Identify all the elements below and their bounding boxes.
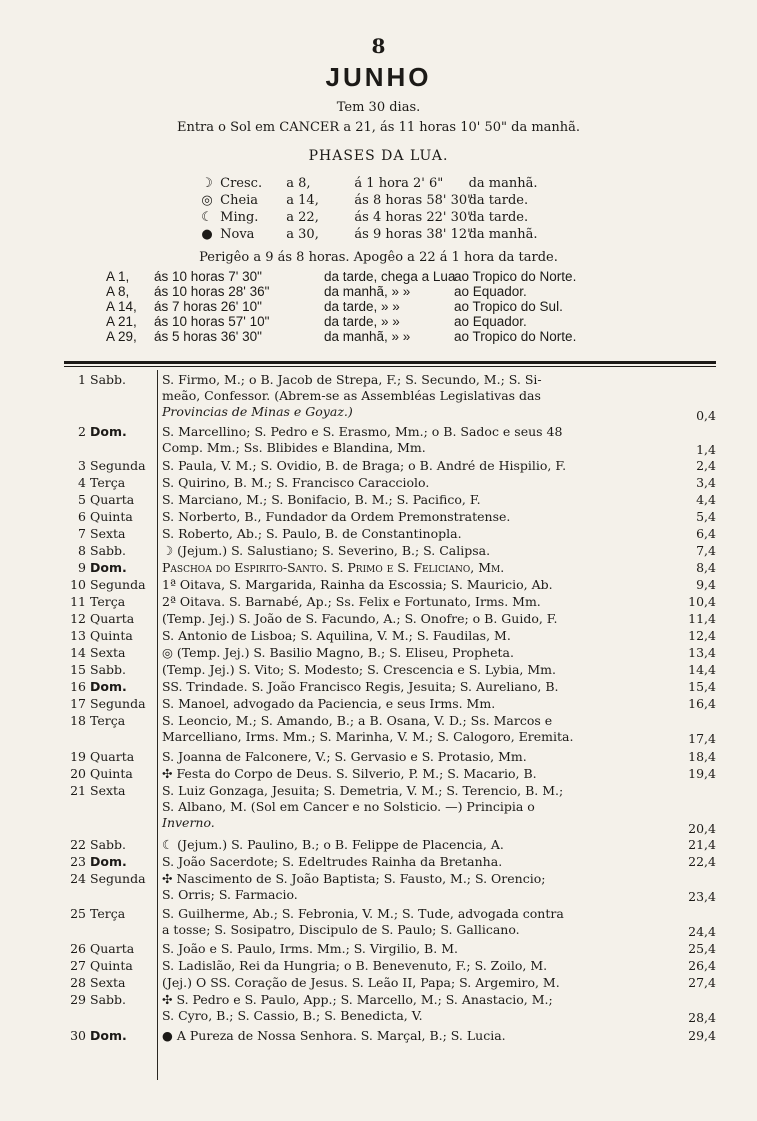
tropic-dest: ao Tropico do Norte.: [454, 269, 577, 284]
saints-line: S. Manoel, advogado da Paciencia, e seus Irms. Mm.: [162, 696, 496, 711]
saints-line: S. Firmo, M.; o B. Jacob de Strepa, F.; S. Secundo, M.; S. Si-: [162, 372, 542, 387]
day-number: 27: [70, 958, 86, 973]
weekday: Quarta: [90, 749, 135, 764]
saints-line: ✣ Festa do Corpo de Deus. S. Silverio, P. M.; S. Macario, B.: [162, 766, 537, 781]
weekday: Quarta: [90, 492, 135, 507]
moon-phase-row: [198, 227, 537, 243]
full-moon-icon: ◎: [201, 193, 213, 208]
weekday: Dom.: [90, 560, 127, 575]
day-number: 10: [70, 577, 86, 592]
weekday: Sexta: [90, 526, 126, 541]
perigee-apogee: Perigêo a 9 ás 8 horas. Apogêo a 22 á 1 hora da tarde.: [199, 250, 558, 265]
weekday: Terça: [90, 713, 126, 728]
day-number: 5: [78, 492, 86, 507]
phases-title: PHASES DA LUA.: [308, 148, 449, 164]
day-number: 4: [78, 475, 86, 490]
phase-time: ás 8 horas 58' 30": [354, 193, 474, 208]
tropic-dest: ao Tropico do Sul.: [454, 299, 563, 314]
day-number: 3: [78, 458, 86, 473]
saints-line: a tosse; S. Sosipatro, Discipulo de S. Paulo; S. Gallicano.: [162, 922, 520, 937]
day-number: 16: [70, 679, 86, 694]
phase-date: a 30,: [286, 227, 319, 242]
day-number: 19: [70, 749, 86, 764]
saints-line: S. Marciano, M.; S. Bonifacio, B. M.; S. Pacifico, F.: [162, 492, 481, 507]
phase-period: da tarde.: [468, 193, 529, 208]
saints-line: S. Orris; S. Farmacio.: [162, 887, 298, 902]
moon-age: 26,4: [688, 958, 716, 973]
day-number: 15: [70, 662, 86, 677]
tropic-day: A 21,: [106, 314, 137, 329]
tropic-mid: da tarde, » »: [324, 314, 400, 329]
saints-line: S. Leoncio, M.; S. Amando, B.; a B. Osana, V. D.; Ss. Marcos e: [162, 713, 553, 728]
weekday: Quinta: [90, 766, 133, 781]
weekday: Quinta: [90, 958, 133, 973]
weekday: Terça: [90, 475, 126, 490]
moon-age: 7,4: [696, 543, 716, 558]
saints-line: ● A Pureza de Nossa Senhora. S. Marçal, B.; S. Lucia.: [162, 1028, 506, 1043]
phase-time: ás 4 horas 22' 30": [354, 210, 474, 225]
weekday: Segunda: [90, 577, 146, 592]
moon-age: 8,4: [696, 560, 716, 575]
moon-age: 20,4: [688, 821, 716, 836]
saints-line: S. Marcellino; S. Pedro e S. Erasmo, Mm.; o B. Sadoc e seus 48: [162, 424, 563, 439]
moon-age: 21,4: [688, 837, 716, 852]
tropic-time: ás 10 horas 7' 30": [154, 269, 262, 284]
weekday: Segunda: [90, 458, 146, 473]
weekday: Sexta: [90, 975, 126, 990]
days-count: Tem 30 dias.: [336, 100, 421, 115]
tropic-day: A 29,: [106, 329, 137, 344]
day-number: 20: [70, 766, 86, 781]
column-divider: [157, 370, 158, 1080]
tropic-row: [106, 330, 576, 344]
weekday: Dom.: [90, 679, 127, 694]
tropic-time: ás 7 horas 26' 10": [154, 299, 262, 314]
weekday: Dom.: [90, 424, 127, 439]
phase-time: á 1 hora 2' 6": [354, 176, 444, 191]
moon-age: 14,4: [688, 662, 716, 677]
saints-line: Comp. Mm.; Ss. Blibides e Blandina, Mm.: [162, 440, 426, 455]
day-number: 23: [70, 854, 86, 869]
double-rule-thin: [64, 366, 716, 367]
saints-line: ✣ S. Pedro e S. Paulo, App.; S. Marcello, M.; S. Anastacio, M.;: [162, 992, 553, 1007]
day-number: 18: [70, 713, 86, 728]
weekday: Dom.: [90, 1028, 127, 1043]
saints-line: S. Quirino, B. M.; S. Francisco Caracciolo.: [162, 475, 430, 490]
saints-line: (Temp. Jej.) S. João de S. Facundo, A.; S. Onofre; o B. Guido, F.: [162, 611, 558, 626]
moon-age: 1,4: [696, 442, 716, 457]
phase-name: Nova: [220, 227, 255, 242]
saints-line: 1ª Oitava, S. Margarida, Rainha da Escossia; S. Mauricio, Ab.: [162, 577, 553, 592]
double-rule: [64, 361, 716, 364]
tropic-mid: da tarde, » »: [324, 299, 400, 314]
moon-age: 27,4: [688, 975, 716, 990]
tropic-dest: ao Tropico do Norte.: [454, 329, 577, 344]
saints-line: S. Albano, M. (Sol em Cancer e no Solsticio. —) Principia o: [162, 799, 535, 814]
day-number: 28: [70, 975, 86, 990]
new-moon-icon: ●: [201, 227, 213, 242]
phase-date: a 22,: [286, 210, 319, 225]
saints-line: S. Guilherme, Ab.; S. Febronia, V. M.; S. Tude, advogada contra: [162, 906, 564, 921]
phase-time: ás 9 horas 38' 12": [354, 227, 474, 242]
weekday: Sabb.: [90, 372, 126, 387]
moon-phase-row: [198, 210, 528, 226]
moon-age: 24,4: [688, 924, 716, 939]
day-number: 9: [78, 560, 86, 575]
moon-age: 23,4: [688, 889, 716, 904]
moon-age: 13,4: [688, 645, 716, 660]
first-quarter-moon-icon: ☽: [201, 176, 213, 191]
weekday: Segunda: [90, 871, 146, 886]
saints-line: Inverno.: [162, 815, 215, 830]
phase-date: a 8,: [286, 176, 311, 191]
phase-name: Cresc.: [220, 176, 263, 191]
day-number: 2: [78, 424, 86, 439]
moon-age: 22,4: [688, 854, 716, 869]
moon-age: 29,4: [688, 1028, 716, 1043]
tropic-day: A 1,: [106, 269, 130, 284]
tropic-row: [106, 285, 527, 299]
moon-age: 10,4: [688, 594, 716, 609]
tropic-day: A 8,: [106, 284, 130, 299]
saints-line: (Temp. Jej.) S. Vito; S. Modesto; S. Crescencia e S. Lybia, Mm.: [162, 662, 556, 677]
saints-line: S. Paula, V. M.; S. Ovidio, B. de Braga; o B. André de Hispilio, F.: [162, 458, 567, 473]
moon-age: 3,4: [696, 475, 716, 490]
saints-line: meão, Confessor. (Abrem-se as Assembléas Legislativas das: [162, 388, 541, 403]
weekday: Dom.: [90, 854, 127, 869]
tropic-dest: ao Equador.: [454, 314, 527, 329]
day-number: 12: [70, 611, 86, 626]
weekday: Terça: [90, 906, 126, 921]
phase-name: Ming.: [220, 210, 259, 225]
day-number: 26: [70, 941, 86, 956]
tropic-dest: ao Equador.: [454, 284, 527, 299]
day-number: 11: [70, 594, 86, 609]
moon-age: 5,4: [696, 509, 716, 524]
page-number: 8: [371, 34, 386, 58]
month-title: JUNHO: [325, 62, 432, 92]
tropic-row: [106, 300, 563, 314]
tropic-mid: da manhã, » »: [324, 329, 411, 344]
tropic-row: [106, 315, 527, 329]
moon-age: 17,4: [688, 731, 716, 746]
moon-age: 19,4: [688, 766, 716, 781]
moon-age: 2,4: [696, 458, 716, 473]
weekday: Quinta: [90, 509, 133, 524]
saints-line: S. Norberto, B., Fundador da Ordem Premonstratense.: [162, 509, 511, 524]
day-number: 29: [70, 992, 86, 1007]
phase-period: da tarde.: [468, 210, 529, 225]
moon-age: 25,4: [688, 941, 716, 956]
moon-age: 9,4: [696, 577, 716, 592]
last-quarter-moon-icon: ☾: [201, 210, 213, 225]
weekday: Sexta: [90, 783, 126, 798]
tropic-day: A 14,: [106, 299, 137, 314]
saints-line: S. Roberto, Ab.; S. Paulo, B. de Constantinopla.: [162, 526, 462, 541]
phase-name: Cheia: [220, 193, 259, 208]
saints-line: S. João e S. Paulo, Irms. Mm.; S. Virgilio, B. M.: [162, 941, 458, 956]
weekday: Sabb.: [90, 992, 126, 1007]
day-number: 7: [78, 526, 86, 541]
moon-age: 6,4: [696, 526, 716, 541]
weekday: Terça: [90, 594, 126, 609]
moon-phase-row: [198, 176, 537, 192]
day-number: 8: [78, 543, 86, 558]
sun-entry: Entra o Sol em CANCER a 21, ás 11 horas 10' 50" da manhã.: [176, 120, 581, 135]
saints-line: S. Luiz Gonzaga, Jesuita; S. Demetria, V. M.; S. Terencio, B. M.;: [162, 783, 564, 798]
day-number: 6: [78, 509, 86, 524]
saints-line: S. Cyro, B.; S. Cassio, B.; S. Benedicta, V.: [162, 1008, 423, 1023]
tropic-time: ás 10 horas 28' 36": [154, 284, 270, 299]
moon-age: 4,4: [696, 492, 716, 507]
day-number: 24: [70, 871, 86, 886]
tropic-mid: da tarde, chega a Lua: [324, 269, 456, 284]
moon-phase-row: [198, 193, 528, 209]
moon-age: 28,4: [688, 1010, 716, 1025]
day-number: 17: [70, 696, 86, 711]
moon-age: 15,4: [688, 679, 716, 694]
saints-line: ☽ (Jejum.) S. Salustiano; S. Severino, B.; S. Calipsa.: [162, 543, 491, 558]
day-number: 25: [70, 906, 86, 921]
saints-line: S. Ladislão, Rei da Hungria; o B. Benevenuto, F.; S. Zoilo, M.: [162, 958, 548, 973]
day-number: 30: [70, 1028, 86, 1043]
weekday: Quarta: [90, 611, 135, 626]
weekday: Sabb.: [90, 543, 126, 558]
phase-period: da manhã.: [468, 227, 538, 242]
phase-period: da manhã.: [468, 176, 538, 191]
saints-line: ✣ Nascimento de S. João Baptista; S. Fausto, M.; S. Orencio;: [162, 871, 546, 886]
saints-line: Paschoa do Espirito-Santo. S. Primo e S. Feliciano, Mm.: [162, 560, 505, 575]
saints-line: Provincias de Minas e Goyaz.): [162, 404, 353, 419]
saints-line: ◎ (Temp. Jej.) S. Basilio Magno, B.; S. Eliseu, Propheta.: [162, 645, 514, 660]
day-number: 22: [70, 837, 86, 852]
saints-line: SS. Trindade. S. João Francisco Regis, Jesuita; S. Aureliano, B.: [162, 679, 559, 694]
day-number: 1: [78, 372, 86, 387]
saints-line: (Jej.) O SS. Coração de Jesus. S. Leão II, Papa; S. Argemiro, M.: [162, 975, 560, 990]
moon-age: 18,4: [688, 749, 716, 764]
weekday: Quarta: [90, 941, 135, 956]
saints-line: S. Antonio de Lisboa; S. Aquilina, V. M.; S. Faudilas, M.: [162, 628, 511, 643]
saints-line: Marcelliano, Irms. Mm.; S. Marinha, V. M.; S. Calogoro, Eremita.: [162, 729, 574, 744]
moon-age: 12,4: [688, 628, 716, 643]
saints-line: 2ª Oitava. S. Barnabé, Ap.; Ss. Felix e Fortunato, Irms. Mm.: [162, 594, 541, 609]
tropic-time: ás 10 horas 57' 10": [154, 314, 270, 329]
tropic-time: ás 5 horas 36' 30": [154, 329, 262, 344]
saints-line: S. João Sacerdote; S. Edeltrudes Rainha da Bretanha.: [162, 854, 503, 869]
weekday: Sabb.: [90, 837, 126, 852]
saints-line: ☾ (Jejum.) S. Paulino, B.; o B. Felippe de Placencia, A.: [162, 837, 504, 852]
weekday: Sabb.: [90, 662, 126, 677]
moon-age: 11,4: [688, 611, 716, 626]
tropic-row: [106, 270, 576, 284]
day-number: 14: [70, 645, 86, 660]
weekday: Quinta: [90, 628, 133, 643]
saints-line: S. Joanna de Falconere, V.; S. Gervasio e S. Protasio, Mm.: [162, 749, 527, 764]
moon-age: 16,4: [688, 696, 716, 711]
phase-date: a 14,: [286, 193, 319, 208]
moon-age: 0,4: [696, 408, 716, 423]
day-number: 13: [70, 628, 86, 643]
weekday: Sexta: [90, 645, 126, 660]
tropic-mid: da manhã, » »: [324, 284, 411, 299]
day-number: 21: [70, 783, 86, 798]
weekday: Segunda: [90, 696, 146, 711]
